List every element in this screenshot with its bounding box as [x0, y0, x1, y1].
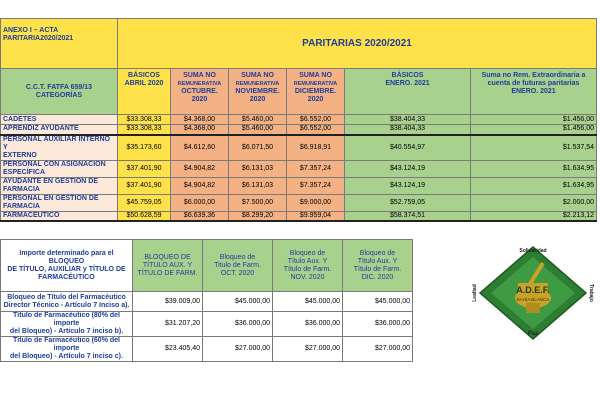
value-cell-dic: $9.000,00 — [287, 194, 345, 211]
value-cell-oct: $4.368,00 — [171, 115, 229, 125]
bloqueo-col-dic: Bloqueo de Título Aux. Y Título de Farm. DIC. 2020 — [343, 240, 413, 292]
table-row — [1, 194, 597, 211]
value-cell-nov: $6.131,03 — [229, 160, 287, 177]
value-cell-ene: $38.404,33 — [345, 125, 471, 135]
value-cell-dic: $7.357,24 — [287, 160, 345, 177]
value-cell-dic: $6.552,00 — [287, 115, 345, 125]
header-basicos-enero: BÁSICOS ENERO. 2021 — [345, 69, 471, 115]
header-basicos-abril: BÁSICOS ABRIL 2020 — [118, 69, 171, 115]
value-cell-abr: $37.401,90 — [118, 177, 171, 194]
value-cell-abr: $37.401,90 — [118, 160, 171, 177]
value-cell-oct: $4.612,60 — [171, 135, 229, 161]
value-cell-dic: $9.959,04 — [287, 211, 345, 221]
bloqueo-row-label: Título de Farmacéutico (80% del importe del Bloqueo) - Artículo 7 inciso b). — [1, 312, 133, 337]
value-cell-ene: $43.124,19 — [345, 160, 471, 177]
value-cell-ene: $43.124,19 — [345, 177, 471, 194]
value-cell-extra: $1.537,54 — [471, 135, 597, 161]
value-cell-nov: $5.460,00 — [229, 115, 287, 125]
logo-left-word: Lealtad — [472, 284, 478, 302]
header-suma-diciembre: SUMA NO REMUNERATIVA DICIEMBRE. 2020 — [287, 69, 345, 115]
table-row — [1, 292, 413, 312]
value-cell-extra: $1.456,00 — [471, 125, 597, 135]
value-cell-abr: $35.173,60 — [118, 135, 171, 161]
annex-cell — [1, 19, 118, 69]
header-extraordinaria: Suma no Rem. Extraordinaria a cuenta de futuras paritarias ENERO. 2021 — [471, 69, 597, 115]
header-suma-octubre: SUMA NO REMUNERATIVA OCTUBRE. 2020 — [171, 69, 229, 115]
bloqueo-value-cell: $45.000,00 — [273, 292, 343, 312]
category-cell: AYUDANTE EN GESTIÓN DE FARMACIA — [1, 177, 118, 194]
bloqueo-value-cell: $36.000,00 — [343, 312, 413, 337]
bloqueo-col-oct: Bloqueo de Titulo de Farm. OCT. 2020 — [203, 240, 273, 292]
value-cell-extra: $2.000,00 — [471, 194, 597, 211]
table-row — [1, 135, 597, 161]
logo-city: BAHÍA BLANCA — [516, 297, 550, 302]
value-cell-abr: $33.308,33 — [118, 115, 171, 125]
adef-logo — [468, 243, 598, 343]
category-cell: FARMACEUTICO — [1, 211, 118, 221]
page-title: PARITARIAS 2020/2021 — [118, 19, 597, 69]
value-cell-nov: $6.131,03 — [229, 177, 287, 194]
table-row — [1, 177, 597, 194]
header-suma-noviembre: SUMA NO REMUNERATIVA NOVIEMBRE. 2020 — [229, 69, 287, 115]
table-row — [1, 125, 597, 135]
category-cell: APRENDIZ AYUDANTE — [1, 125, 118, 135]
bloqueo-value-cell: $36.000,00 — [273, 312, 343, 337]
value-cell-oct: $4.904,82 — [171, 160, 229, 177]
value-cell-nov: $7.500,00 — [229, 194, 287, 211]
bloqueo-value-cell: $27.000,00 — [273, 337, 343, 362]
category-cell: PERSONAL EN GESTIÓN DE FARMACIA — [1, 194, 118, 211]
value-cell-ene: $40.554,97 — [345, 135, 471, 161]
value-cell-oct: $4.368,00 — [171, 125, 229, 135]
bloqueo-value-cell: $23.405,40 — [133, 337, 203, 362]
value-cell-abr: $50.628,59 — [118, 211, 171, 221]
bloqueo-table — [0, 239, 413, 362]
value-cell-nov: $8.299,20 — [229, 211, 287, 221]
value-cell-extra: $1.634,95 — [471, 177, 597, 194]
value-cell-abr: $33.308,33 — [118, 125, 171, 135]
value-cell-abr: $45.759,05 — [118, 194, 171, 211]
bloqueo-body — [1, 292, 413, 362]
value-cell-nov: $5.460,00 — [229, 125, 287, 135]
table-row — [1, 160, 597, 177]
bloqueo-value-cell: $39.009,00 — [133, 292, 203, 312]
annex-line2: PARITARIA2020/2021 — [3, 35, 74, 42]
table-row — [1, 337, 413, 362]
value-cell-extra: $1.634,95 — [471, 160, 597, 177]
categories-header: C.C.T. FATFA 659/13 CATEGORÍAS — [1, 69, 118, 115]
bloqueo-value-cell: $27.000,00 — [203, 337, 273, 362]
category-cell: CADETES — [1, 115, 118, 125]
paritarias-table — [0, 18, 597, 222]
bloqueo-row-label: Bloqueo de Título del Farmacéutico Director Técnico - Artículo 7 Inciso a). — [1, 292, 133, 312]
logo-top-word: Solidaridad — [519, 248, 547, 254]
bloqueo-value-cell: $31.207,20 — [133, 312, 203, 337]
value-cell-dic: $6.552,00 — [287, 125, 345, 135]
value-cell-dic: $7.357,24 — [287, 177, 345, 194]
table-row — [1, 312, 413, 337]
value-cell-dic: $6.918,91 — [287, 135, 345, 161]
value-cell-oct: $6.639,36 — [171, 211, 229, 221]
value-cell-extra: $2.213,12 — [471, 211, 597, 221]
bloqueo-header-label: Importe determinado para el BLOQUEO DE TÍTULO, AUXILIAR y TÍTULO DE FARMACÉUTICO — [1, 240, 133, 292]
logo-name: A.D.E.F. — [516, 285, 550, 295]
logo-bottom-word: Paz — [527, 331, 539, 337]
table-row — [1, 211, 597, 221]
value-cell-extra: $1.456,00 — [471, 115, 597, 125]
annex-line1: ANEXO I – ACTA — [3, 27, 59, 34]
value-cell-ene: $38.404,33 — [345, 115, 471, 125]
bloqueo-col-1: BLOQUEO DE TÍTULO AUX. Y TÍTULO DE FARM. — [133, 240, 203, 292]
bloqueo-row-label: Título de Farmacéutico (60% del importe del Bloqueo) - Artículo 7 inciso c). — [1, 337, 133, 362]
value-cell-ene: $58.374,51 — [345, 211, 471, 221]
value-cell-ene: $52.759,05 — [345, 194, 471, 211]
category-cell: PERSONAL AUXILIAR INTERNO Y EXTERNO — [1, 135, 118, 161]
logo-right-word: Trabajo — [588, 284, 594, 302]
value-cell-nov: $6.071,50 — [229, 135, 287, 161]
bloqueo-value-cell: $27.000,00 — [343, 337, 413, 362]
bloqueo-col-nov: Bloqueo de Título Aux. Y Título de Farm. NOV. 2020 — [273, 240, 343, 292]
rows-body — [1, 115, 597, 222]
table-row — [1, 115, 597, 125]
bloqueo-value-cell: $45.000,00 — [203, 292, 273, 312]
bloqueo-value-cell: $36.000,00 — [203, 312, 273, 337]
value-cell-oct: $4.904,82 — [171, 177, 229, 194]
category-cell: PERSONAL CON ASIGNACIÓN ESPECÍFICA — [1, 160, 118, 177]
bloqueo-value-cell: $45.000,00 — [343, 292, 413, 312]
value-cell-oct: $6.000,00 — [171, 194, 229, 211]
